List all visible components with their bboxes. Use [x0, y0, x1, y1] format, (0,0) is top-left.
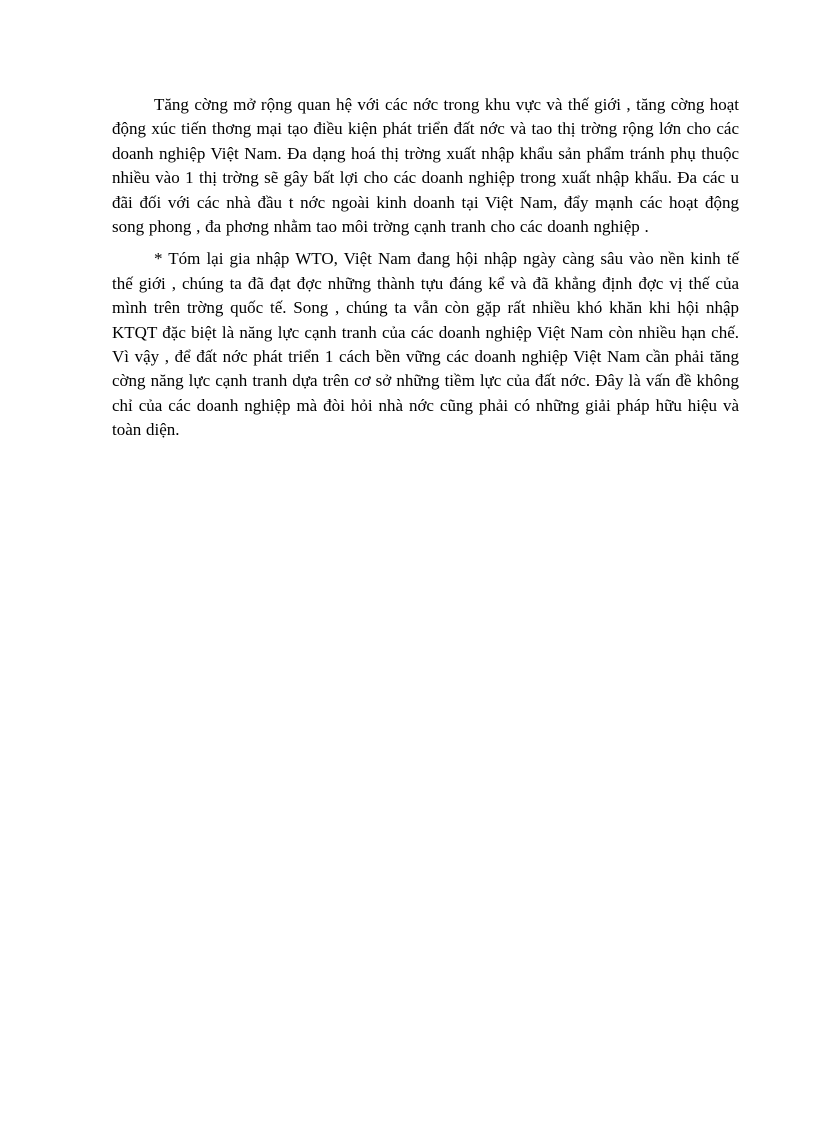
document-page: [112, 93, 739, 451]
paragraph-1: Tăng cờng mở rộng quan hệ với các nớc trong khu vực và thế giới , tăng cờng hoạt động xúc tiến thơng mại tạo điều kiện phát triển đất nớc và tao thị trờng rộng lớn cho các doanh nghiệp Việt Nam. Đa dạng hoá thị trờng xuất nhập khẩu sản phẩm tránh phụ thuộc nhiều vào 1 thị trờng sẽ gây bất lợi cho các doanh nghiệp trong xuất nhập khẩu. Đa các u đãi đối với các nhà đầu t nớc ngoài kinh doanh tại Việt Nam, đẩy mạnh các hoạt động song phong , đa phơng nhằm tao môi trờng cạnh tranh cho các doanh nghiệp .: [112, 95, 739, 237]
paragraph-2: * Tóm lại gia nhập WTO, Việt Nam đang hội nhập ngày càng sâu vào nền kinh tế thế giới , chúng ta đã đạt đợc những thành tựu đáng kể và đã khẳng định đợc vị thế của mình trên trờng quốc tế. Song , chúng ta vẫn còn gặp rất nhiều khó khăn khi hội nhập KTQT đặc biệt là năng lực cạnh tranh của các doanh nghiệp Việt Nam còn nhiều hạn chế. Vì vậy , để đất nớc phát triển 1 cách bền vững các doanh nghiệp Việt Nam cần phải tăng cờng năng lực cạnh tranh dựa trên cơ sở những tiềm lực của đất nớc. Đây là vấn đề không chỉ của các doanh nghiệp mà đòi hỏi nhà nớc cũng phải có những giải pháp hữu hiệu và toàn diện.: [112, 249, 739, 440]
